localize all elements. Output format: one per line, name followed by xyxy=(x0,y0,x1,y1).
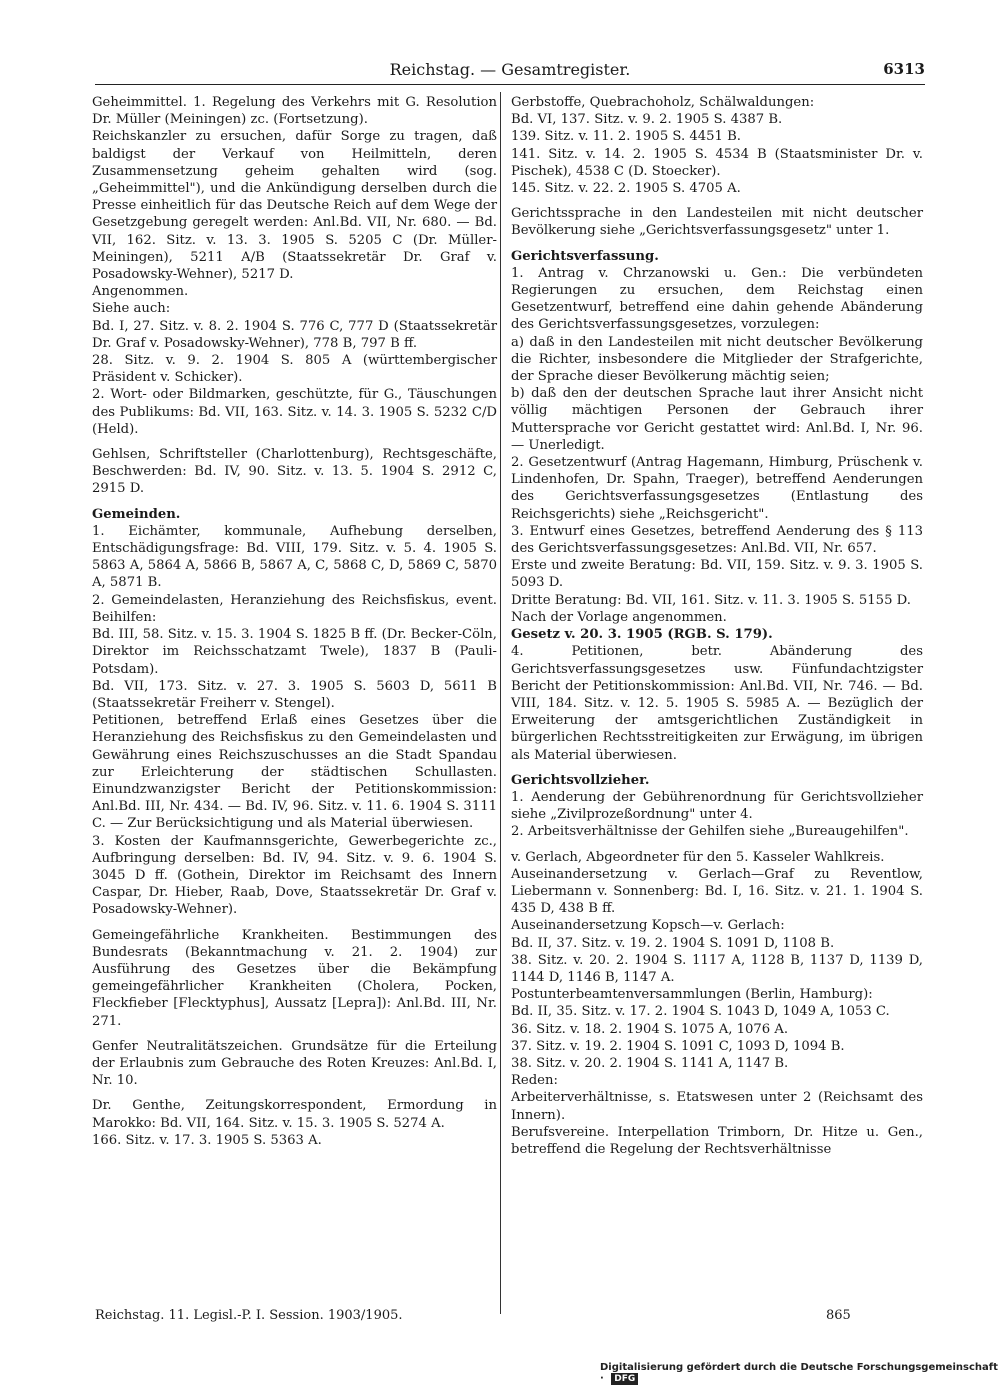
entry-text: Angenommen. xyxy=(92,284,189,300)
entry-text: 145. Sitz. v. 22. 2. 1905 S. 4705 A. xyxy=(511,181,741,197)
entry-text: 139. Sitz. v. 11. 2. 1905 S. 4451 B. xyxy=(511,129,741,145)
entry-text: Auseinandersetzung v. Gerlach—Graf zu Reventlow, Liebermann v. Sonnenberg: Bd. I, 16. Sitz. v. 21. 1. 1904 S. 435 D, 438 B ff. xyxy=(511,866,923,917)
entry-text: 2. Arbeitsverhältnisse der Gehilfen siehe „Bureaugehilfen". xyxy=(511,824,909,840)
entry-gerichtsvollzieher xyxy=(511,772,923,841)
entry-gerichtsverfassung xyxy=(511,248,923,764)
entry-text: Geheimmittel. 1. Regelung des Verkehrs mit G. Resolution Dr. Müller (Meiningen) zc. (Fortsetzung). xyxy=(92,95,497,128)
entry-text: Gehlsen, Schriftsteller (Charlottenburg), Rechtsgeschäfte, Beschwerden: Bd. IV, 90. Sitz. v. 13. 5. 1904 S. 2912 C, 2915 D. xyxy=(92,447,497,497)
entry-text: Bd. III, 58. Sitz. v. 15. 3. 1904 S. 1825 B ff. (Dr. Becker-Cöln, Direktor im Reichsschatzamt Twele), 1837 B (Pauli-Potsdam). xyxy=(92,627,497,677)
entry-text: 2. Gemeindelasten, Heranziehung des Reichsfiskus, event. Beihilfen: xyxy=(92,592,497,625)
entry-gerichtssprache xyxy=(511,205,923,239)
entry-text: 38. Sitz. v. 20. 2. 1904 S. 1141 A, 1147 B. xyxy=(511,1055,789,1071)
entry-text: 36. Sitz. v. 18. 2. 1904 S. 1075 A, 1076 A. xyxy=(511,1021,789,1037)
entry-text: Reden: xyxy=(511,1073,558,1089)
entry-text: Gerichtssprache in den Landesteilen mit nicht deutscher Bevölkerung siehe „Gerichtsverfassungsgesetz" unter 1. xyxy=(511,206,923,239)
entry-text: 37. Sitz. v. 19. 2. 1904 S. 1091 C, 1093 D, 1094 B. xyxy=(511,1038,845,1054)
entry-text: 2. Gesetzentwurf (Antrag Hagemann, Himburg, Prüschenk v. Lindenhofen, Dr. Spahn, Traeger), betreffend Aenderungen des Gerichtsverfassungsgesetzes (Entlastung des Reichsgerichts) siehe „Reichsgericht". xyxy=(511,455,923,522)
entry-text: Bd. I, 27. Sitz. v. 8. 2. 1904 S. 776 C, 777 D (Staatssekretär Dr. Graf v. Posadowsky-Wehner), 778 B, 797 B ff. xyxy=(92,318,497,351)
entry-krankheiten xyxy=(92,927,497,1030)
entry-text: 2. Wort- oder Bildmarken, geschützte, für G., Täuschungen des Publikums: Bd. VII, 163. Sitz. v. 14. 3. 1905 S. 5232 C/D (Held). xyxy=(92,387,497,437)
funding-credit-text: Digitalisierung gefördert durch die Deutsche Forschungsgemeinschaft · xyxy=(600,1362,998,1384)
entry-text: Petitionen, betreffend Erlaß eines Gesetzes über die Heranziehung des Reichsfiskus zu den Gemeindelasten und Gewährung eines Reichszuschusses an die Stadt Spandau zur Erleichterung der städtischen Schullasten. Einundzwanzigster Bericht der Petitionskommission: Anl.Bd. III, Nr. 434. — Bd. IV, 96. Sitz. v. 11. 6. 1904 S. 3111 C. — Zur Berücksichtigung und als Material überwiesen. xyxy=(92,713,497,832)
entry-text: v. Gerlach, Abgeordneter für den 5. Kasseler Wahlkreis. xyxy=(511,849,885,865)
entry-text: 1. Aenderung der Gebührenordnung für Gerichtsvollzieher siehe „Zivilprozeßordnung" unter 4. xyxy=(511,789,923,823)
entry-text: Gerbstoffe, Quebrachoholz, Schälwaldungen: xyxy=(511,95,815,110)
entry-text: Auseinandersetzung Kopsch—v. Gerlach: xyxy=(511,918,785,934)
entry-text: Berufsvereine. Interpellation Trimborn, Dr. Hitze u. Gen., betreffend die Regelung der Rechtsverhältnisse xyxy=(511,1124,923,1157)
headword: Gemeinden. xyxy=(92,506,181,522)
entry-gerlach xyxy=(511,849,923,1159)
entry-text: 141. Sitz. v. 14. 2. 1905 S. 4534 B (Staatsminister Dr. v. Pischek), 4538 C (D. Stoecker). xyxy=(511,146,923,179)
entry-genthe xyxy=(92,1097,497,1149)
entry-gerbstoffe xyxy=(511,94,923,197)
entry-text: Reichskanzler zu ersuchen, dafür Sorge zu tragen, daß baldigst der Verkauf von Heilmitteln, deren Zusammensetzung geheim gehalten wird (sog. „Geheimmittel"), und die Ankündigung derselben durch die Presse einheitlich für das Deutsche Reich auf dem Wege der Gesetzgebung geregelt werden: Anl.Bd. VII, Nr. 680. — Bd. VII, 162. Sitz. v. 13. 3. 1905 S. 5205 C (Dr. Müller-Meiningen), 5211 A/B (Staatssekretär Dr. Graf v. Posadowsky-Wehner), 5217 D. xyxy=(92,129,497,283)
entry-text: Bd. VII, 173. Sitz. v. 27. 3. 1905 S. 5603 D, 5611 B (Staatssekretär Freiherr v. Stengel). xyxy=(92,678,497,711)
headword: Gerichtsvollzieher. xyxy=(511,772,650,788)
dfg-logo: DFG xyxy=(611,1373,638,1385)
funding-credit xyxy=(600,1362,1000,1385)
entry-text: 166. Sitz. v. 17. 3. 1905 S. 5363 A. xyxy=(92,1132,322,1148)
entry-text: 28. Sitz. v. 9. 2. 1904 S. 805 A (württembergischer Präsident v. Schicker). xyxy=(92,353,497,386)
entry-text: 3. Kosten der Kaufmannsgerichte, Gewerbegerichte zc., Aufbringung derselben: Bd. IV, 94. Sitz. v. 9. 6. 1904 S. 3045 D ff. (Gothein, Direktor im Reichsamt des Innern Caspar, Dr. Hieber, Raab, Dove, Staatssekretär Dr. Graf v. Posadowsky-Wehner). xyxy=(92,833,497,918)
entry-text: 3. Entwurf eines Gesetzes, betreffend Aenderung des § 113 des Gerichtsverfassungsgesetzes: Anl.Bd. VII, Nr. 657. xyxy=(511,523,923,557)
header-rule xyxy=(95,84,925,85)
entry-text: 4. Petitionen, betr. Abänderung des Gerichtsverfassungsgesetzes usw. Fünfundachtzigster Bericht der Petitionskommission: Anl.Bd. VII, Nr. 746. — Bd. VIII, 184. Sitz. v. 12. 5. 1905 S. 5985 A. — Bezüglich der Erweiterung der amtsgerichtlichen Zuständigkeit in bürgerlichen Rechtsstreitigkeiten zur Erwägung, im übrigen als Material überwiesen. xyxy=(511,644,923,763)
footer-page-number: 865 xyxy=(826,1308,851,1323)
entry-text: Dr. Genthe, Zeitungskorrespondent, Ermordung in Marokko: Bd. VII, 164. Sitz. v. 15. 3. 1905 S. 5274 A. xyxy=(92,1098,497,1131)
entry-text: 38. Sitz. v. 20. 2. 1904 S. 1117 A, 1128 B, 1137 D, 1139 D, 1144 D, 1146 B, 1147 A. xyxy=(511,952,923,985)
entry-text: Nach der Vorlage angenommen. xyxy=(511,609,727,625)
entry-text: Bd. II, 35. Sitz. v. 17. 2. 1904 S. 1043 D, 1049 A, 1053 C. xyxy=(511,1004,890,1020)
footer-imprint: Reichstag. 11. Legisl.-P. I. Session. 1903/1905. xyxy=(95,1308,403,1323)
entry-text: Bd. II, 37. Sitz. v. 19. 2. 1904 S. 1091 D, 1108 B. xyxy=(511,935,835,951)
entry-text: 1. Antrag v. Chrzanowski u. Gen.: Die verbündeten Regierungen zu ersuchen, dem Reichstag einen Gesetzentwurf, betreffend eine dahin gehende Abänderung des Gerichtsverfassungsgesetzes, vorzulegen: xyxy=(511,265,923,333)
entry-text: Erste und zweite Beratung: Bd. VII, 159. Sitz. v. 9. 3. 1905 S. 5093 D. xyxy=(511,558,923,591)
entry-gemeinden xyxy=(92,506,497,919)
running-title: Reichstag. — Gesamtregister. xyxy=(389,60,631,79)
page-header xyxy=(95,58,925,84)
entry-text: Postunterbeamtenversammlungen (Berlin, Hamburg): xyxy=(511,987,873,1003)
entry-text: Dritte Beratung: Bd. VII, 161. Sitz. v. 11. 3. 1905 S. 5155 D. xyxy=(511,592,911,608)
entry-text: 1. Eichämter, kommunale, Aufhebung derselben, Entschädigungsfrage: Bd. VIII, 179. Sitz. v. 5. 4. 1905 S. 5863 A, 5864 A, 5866 B, 5867 A, C, 5868 C, D, 5869 C, 5870 A, 5871 B. xyxy=(92,523,497,591)
entry-text: Siehe auch: xyxy=(92,301,171,317)
entry-gehlsen xyxy=(92,446,497,498)
entry-text: Bd. VI, 137. Sitz. v. 9. 2. 1905 S. 4387 B. xyxy=(511,112,783,128)
right-column xyxy=(511,94,923,1166)
entry-geheimmittel xyxy=(92,94,497,438)
entry-text: Gemeingefährliche Krankheiten. Bestimmungen des Bundesrats (Bekanntmachung v. 21. 2. 1904) zur Ausführung des Gesetzes über die Bekämpfung gemeingefährlicher Krankheiten (Cholera, Pocken, Fleckfieber [Flecktyphus], Aussatz [Lepra]): Anl.Bd. III, Nr. 271. xyxy=(92,927,497,1029)
entry-genfer xyxy=(92,1038,497,1090)
law-reference: Gesetz v. 20. 3. 1905 (RGB. S. 179). xyxy=(511,627,773,643)
entry-text: b) daß den der deutschen Sprache laut ihrer Ansicht nicht völlig mächtigen Personen der Gebrauch ihrer Muttersprache vor Gericht gestattet wird: Anl.Bd. I, Nr. 96. — Unerledigt. xyxy=(511,386,923,453)
column-divider xyxy=(500,92,501,1314)
left-column xyxy=(92,94,497,1157)
entry-text: Arbeiterverhältnisse, s. Etatswesen unter 2 (Reichsamt des Innern). xyxy=(511,1090,923,1123)
entry-text: a) daß in den Landesteilen mit nicht deutscher Bevölkerung die Richter, insbesondere die Mitglieder der Strafgerichte, der Sprache dieser Bevölkerung mächtig seien; xyxy=(511,334,923,385)
entry-text: Genfer Neutralitätszeichen. Grundsätze für die Erteilung der Erlaubnis zum Gebrauche des Roten Kreuzes: Anl.Bd. I, Nr. 10. xyxy=(92,1038,497,1089)
headword: Gerichtsverfassung. xyxy=(511,248,659,264)
page-number: 6313 xyxy=(883,60,925,78)
